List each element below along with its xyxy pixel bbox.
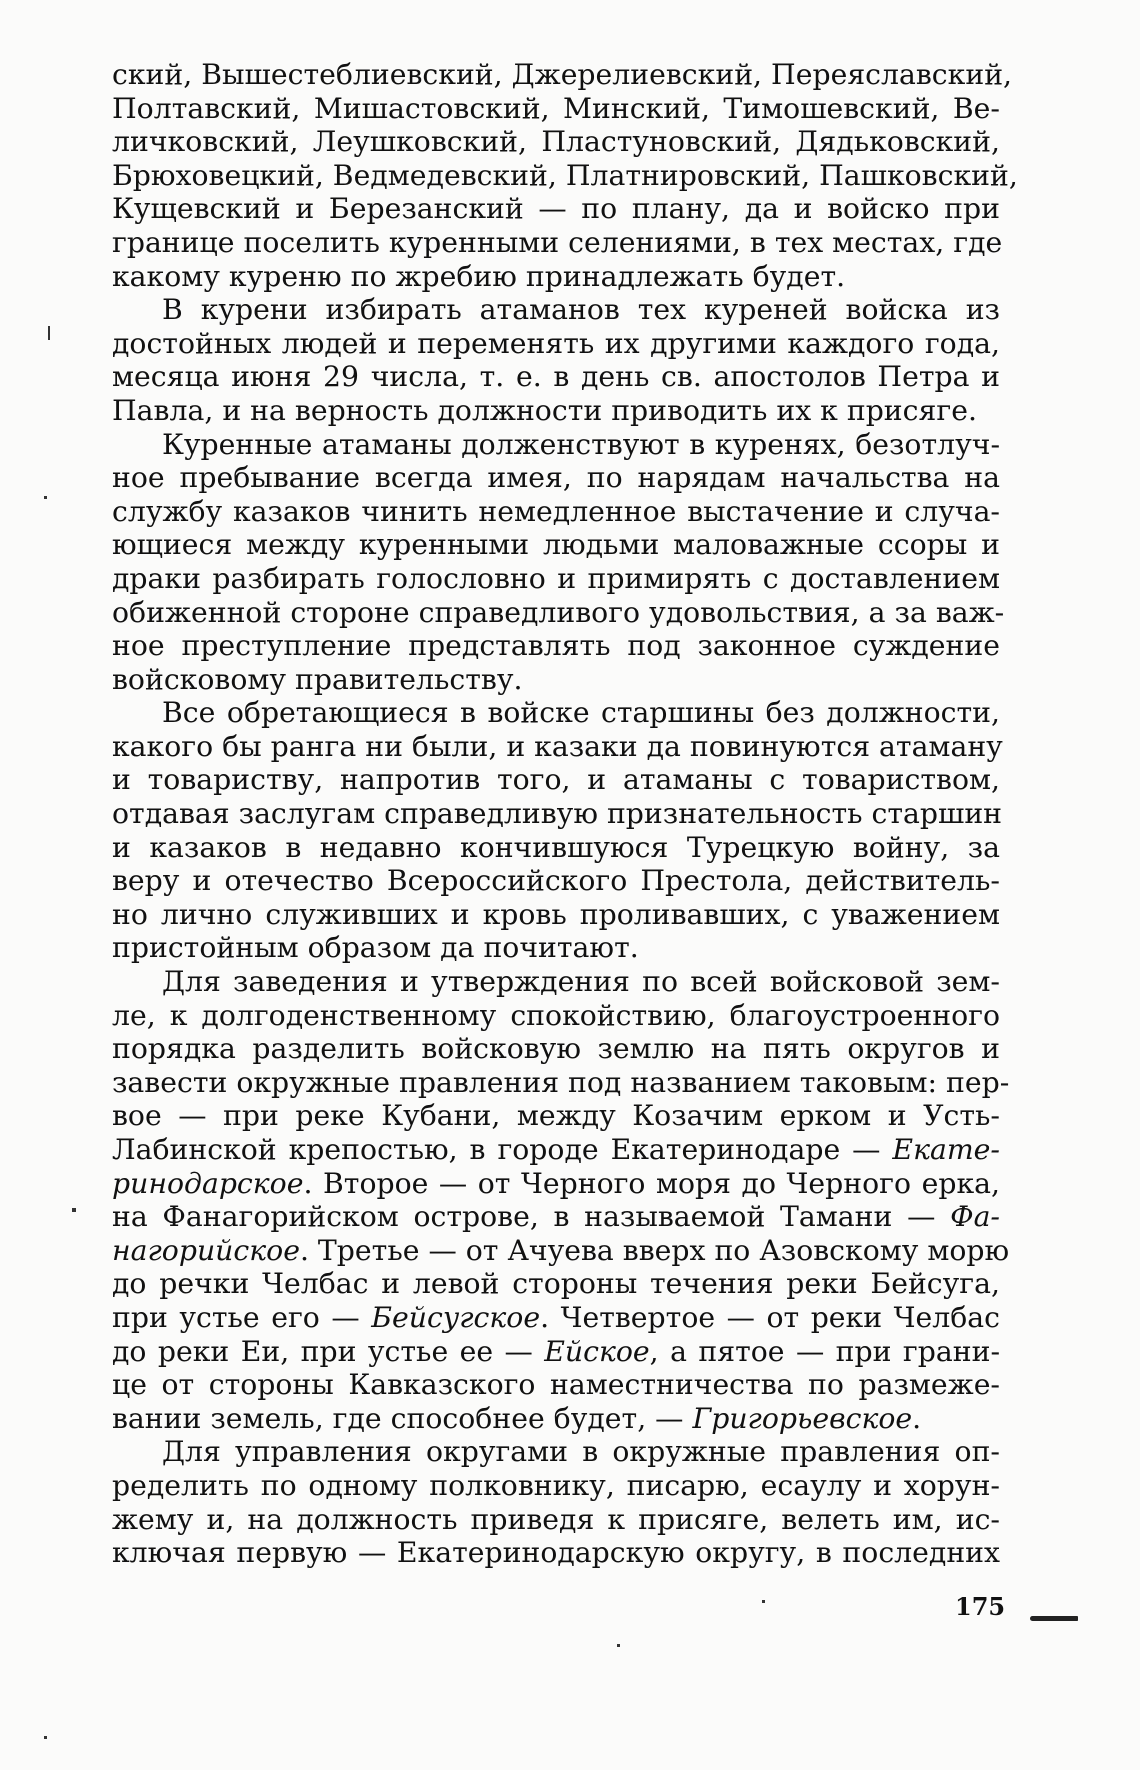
corner-rule <box>1030 1616 1078 1621</box>
paragraph <box>112 1435 1000 1569</box>
text-line: жему и, на должность приведя к присяге, велеть им, ис- <box>112 1502 1000 1536</box>
text-line: войсковому правительству. <box>112 662 523 696</box>
page-text <box>112 58 1018 1570</box>
text-line: порядка разделить войсковую землю на пять округов и <box>112 1032 1000 1066</box>
paragraph <box>112 696 1003 965</box>
text-line: какому куреню по жребию принадлежать будет. <box>112 259 846 293</box>
text-line: вании земель, где способнее будет, — Григорьевское. <box>112 1401 922 1435</box>
text-line: обиженной стороне справедливого удовольствия, а за важ- <box>112 595 1005 629</box>
text-line: до речки Челбас и левой стороны течения реки Бейсуга, <box>112 1267 1000 1301</box>
text-line: пристойным образом да почитают. <box>112 931 639 965</box>
text-line: ключая первую — Екатеринодарскую округу, в последних <box>112 1536 1000 1570</box>
text-line: границе поселить куренными селениями, в тех местах, где <box>112 225 1003 259</box>
text-line: В курени избирать атаманов тех куреней войска из <box>162 293 1000 327</box>
text-line: ле, к долгоденственному спокойствию, благоустроенного <box>112 998 1000 1032</box>
speck <box>44 496 47 499</box>
text-line: Кущевский и Березанский — по плану, да и войско при <box>112 192 1000 226</box>
text-line: ринодарское. Второе — от Черного моря до Черного ерка, <box>112 1166 1000 1200</box>
text-line: достойных людей и переменять их другими каждого года, <box>112 326 1000 360</box>
text-line: це от стороны Кавказского наместничества по размеже- <box>112 1368 1000 1402</box>
paragraph <box>112 58 1018 293</box>
text-line: при устье его — Бейсугское. Четвертое — от реки Челбас <box>112 1300 1000 1334</box>
text-line: вое — при реке Кубани, между Козачим ерком и Усть- <box>112 1099 1000 1133</box>
text-line: ределить по одному полковнику, писарю, есаулу и хорун- <box>112 1468 1000 1502</box>
text-line: на Фанагорийском острове, в называемой Тамани — Фа- <box>112 1200 1000 1234</box>
text-line: веру и отечество Всероссийского Престола, действитель- <box>112 864 1000 898</box>
text-line: службу казаков чинить немедленное выстачение и случа- <box>112 494 1000 528</box>
text-line: ное преступление представлять под законное суждение <box>112 629 1000 663</box>
speck <box>762 1600 765 1603</box>
text-line: Павла, и на верность должности приводить их к присяге. <box>112 393 977 427</box>
text-line: и товариству, напротив того, и атаманы с товариством, <box>112 763 1000 797</box>
page-number: 175 <box>955 1592 1006 1621</box>
text-line: Брюховецкий, Ведмедевский, Платнировский, Пашковский, <box>112 158 1018 192</box>
text-line: ющиеся между куренными людьми маловажные ссоры и <box>112 528 1000 562</box>
text-line: до реки Еи, при устье ее — Ейское, а пятое — при грани- <box>112 1334 1001 1368</box>
speck <box>617 1644 620 1647</box>
text-line: отдавая заслугам справедливую признательность старшин <box>112 797 1003 831</box>
text-line: драки разбирать голословно и примирять с доставлением <box>112 561 1000 595</box>
margin-mark <box>48 326 50 340</box>
text-line: месяца июня 29 числа, т. е. в день св. апостолов Петра и <box>112 360 1000 394</box>
paragraph <box>112 965 1010 1435</box>
text-line: Для заведения и утверждения по всей войсковой зем- <box>162 965 1000 999</box>
paragraph <box>112 293 1000 427</box>
text-line: нагорийское. Третье — от Ачуева вверх по Азовскому морю <box>112 1233 1010 1267</box>
text-line: Куренные атаманы долженствуют в куренях, безотлуч- <box>162 427 1000 461</box>
text-line: но лично служивших и кровь проливавших, с уважением <box>112 897 1000 931</box>
text-line: Для управления округами в окружные правления оп- <box>162 1435 1000 1469</box>
text-line: завести окружные правления под названием таковым: пер- <box>112 1065 1010 1099</box>
paragraph <box>112 427 1005 697</box>
speck <box>72 1208 76 1212</box>
text-line: Лабинской крепостью, в городе Екатеринодаре — Екате- <box>112 1133 1000 1166</box>
text-line: личковский, Леушковский, Пластуновский, Дядьковский, <box>112 125 1000 159</box>
text-line: Все обретающиеся в войске старшины без должности, <box>162 696 1000 730</box>
text-line: и казаков в недавно кончившуюся Турецкую войну, за <box>112 830 1000 864</box>
text-line: Полтавский, Мишастовский, Минский, Тимошевский, Ве- <box>112 91 1000 125</box>
speck <box>44 1736 47 1739</box>
text-line: ский, Вышестеблиевский, Джерелиевский, Переяславский, <box>112 58 1013 91</box>
text-line: какого бы ранга ни были, и казаки да повинуются атаману <box>112 729 1003 763</box>
text-line: ное пребывание всегда имея, по нарядам начальства на <box>112 461 1000 495</box>
